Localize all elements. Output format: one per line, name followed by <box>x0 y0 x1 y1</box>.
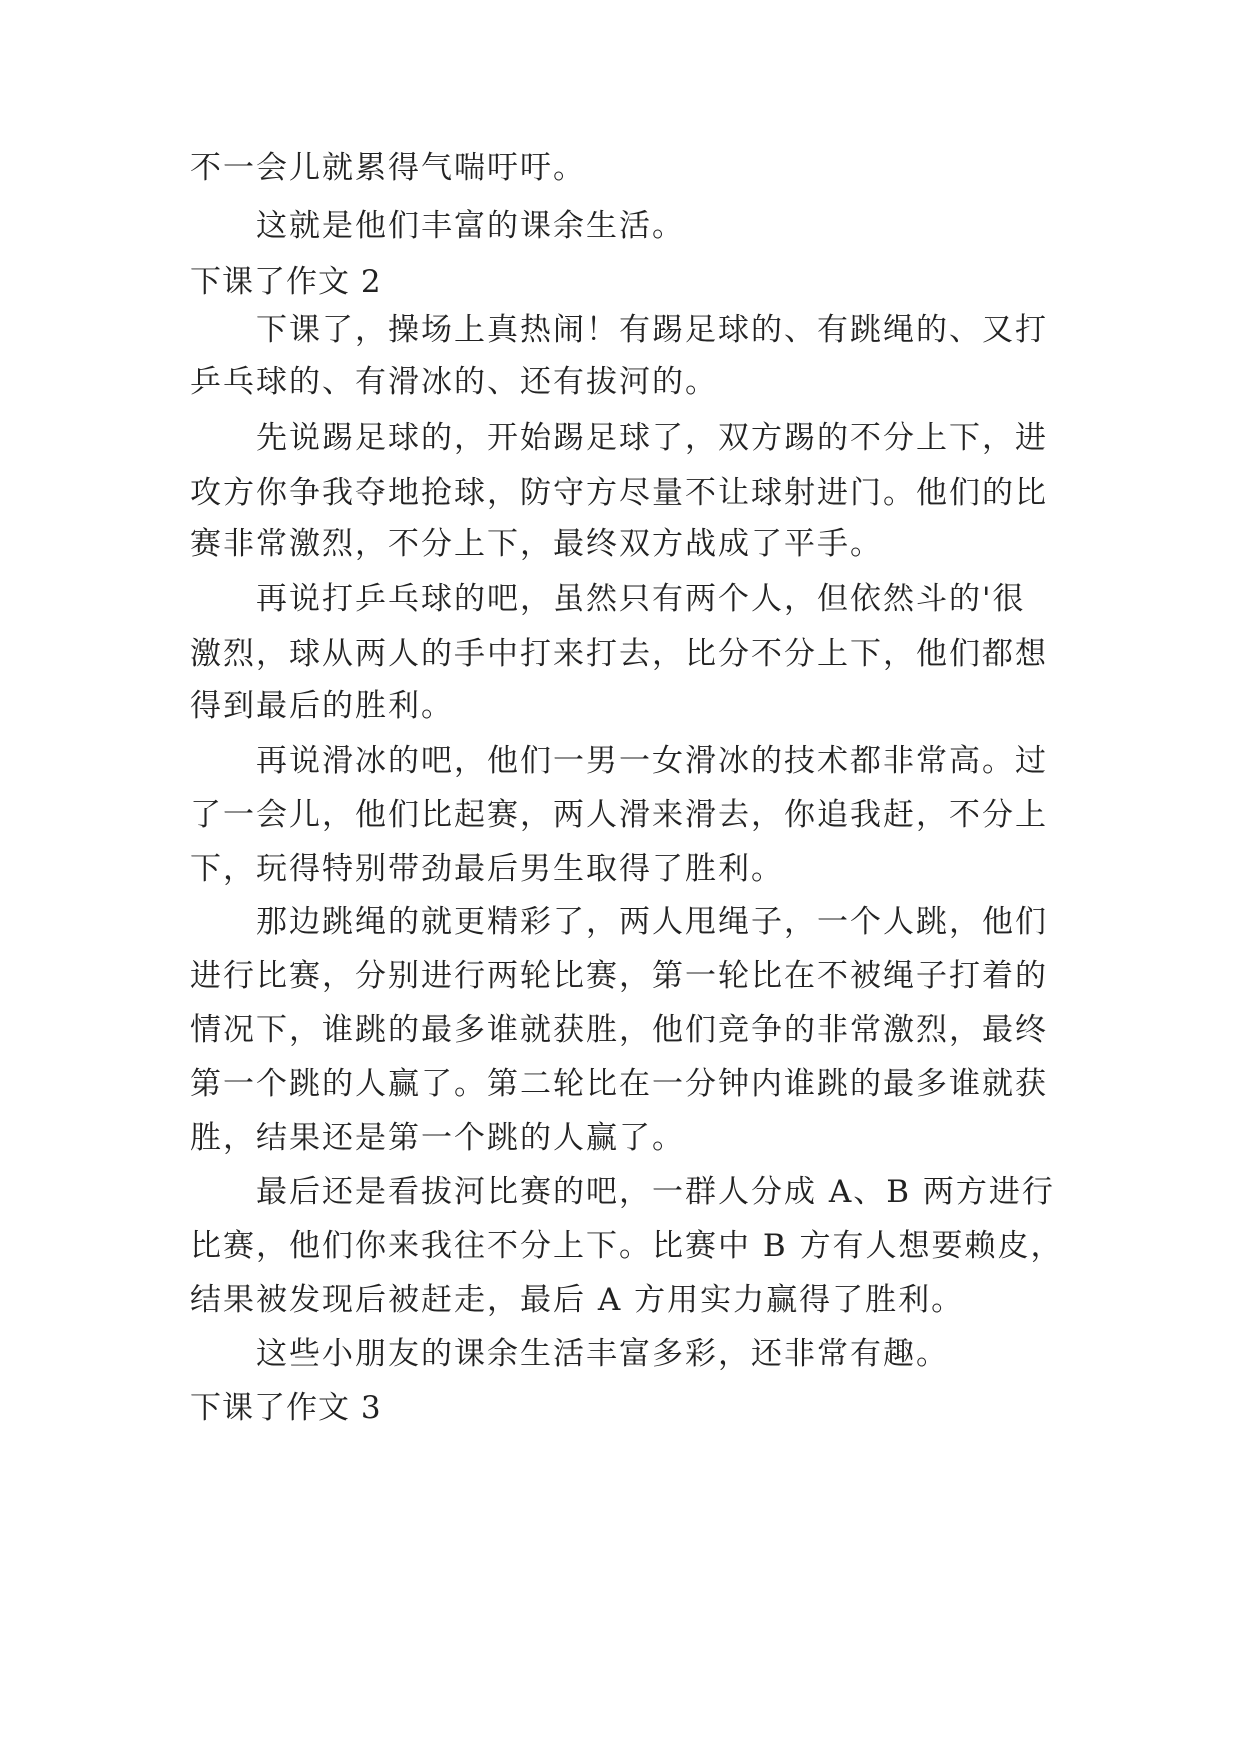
text-line: 胜，结果还是第一个跳的人赢了。 <box>190 1120 685 1156</box>
text-line: 得到最后的胜利。 <box>190 688 454 724</box>
text-line: 比赛，他们你来我往不分上下。比赛中 B 方有人想要赖皮， <box>190 1228 1064 1264</box>
text-line: 乒乓球的、有滑冰的、还有拔河的。 <box>190 364 718 400</box>
text-line: 下，玩得特别带劲最后男生取得了胜利。 <box>190 851 784 887</box>
text-line: 赛非常激烈，不分上下，最终双方战成了平手。 <box>190 526 883 562</box>
text-line: 激烈，球从两人的手中打来打去，比分不分上下，他们都想 <box>190 636 1048 672</box>
paragraph-line: 下课了，操场上真热闹！有踢足球的、有跳绳的、又打 <box>256 312 1048 348</box>
text-line: 结果被发现后被赶走，最后 A 方用实力赢得了胜利。 <box>190 1282 965 1318</box>
text-line: 情况下，谁跳的最多谁就获胜，他们竞争的非常激烈，最终 <box>190 1012 1048 1048</box>
paragraph-line: 这些小朋友的课余生活丰富多彩，还非常有趣。 <box>256 1336 949 1372</box>
text-line: 第一个跳的人赢了。第二轮比在一分钟内谁跳的最多谁就获 <box>190 1066 1048 1102</box>
paragraph-line: 最后还是看拔河比赛的吧，一群人分成 A、B 两方进行 <box>256 1174 1055 1210</box>
paragraph-line: 先说踢足球的，开始踢足球了，双方踢的不分上下，进 <box>256 420 1048 456</box>
paragraph-line: 那边跳绳的就更精彩了，两人甩绳子，一个人跳，他们 <box>256 904 1048 940</box>
section-heading: 下课了作文 3 <box>190 1390 382 1426</box>
paragraph-line: 再说打乒乓球的吧，虽然只有两个人，但依然斗的'很 <box>256 581 1026 617</box>
text-line: 攻方你争我夺地抢球，防守方尽量不让球射进门。他们的比 <box>190 475 1048 511</box>
text-line: 进行比赛，分别进行两轮比赛，第一轮比在不被绳子打着的 <box>190 958 1048 994</box>
section-heading: 下课了作文 2 <box>190 264 382 300</box>
text-line: 不一会儿就累得气喘吁吁。 <box>190 150 586 186</box>
text-line: 了一会儿，他们比起赛，两人滑来滑去，你追我赶，不分上 <box>190 797 1048 833</box>
paragraph-line: 这就是他们丰富的课余生活。 <box>256 208 685 244</box>
paragraph-line: 再说滑冰的吧，他们一男一女滑冰的技术都非常高。过 <box>256 743 1048 779</box>
